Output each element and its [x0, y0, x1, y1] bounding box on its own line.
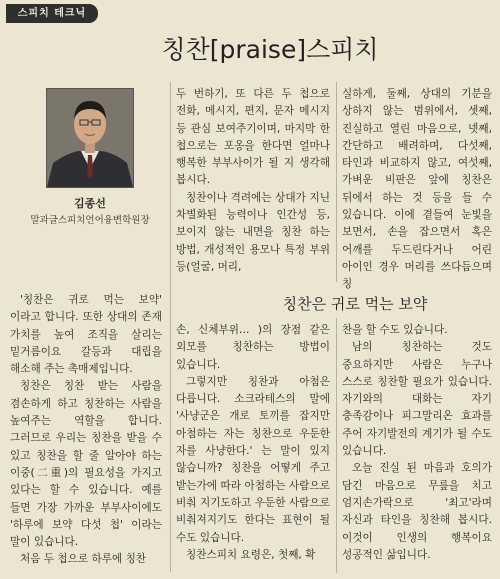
paragraph: 그렇지만 칭찬과 아첨은 다릅니다. 소크라테스의 말에 '사냥군은 개로 토끼를 잡지만 아첨하는 자는 칭찬으로 우둔한 자를 사냥한다.' 는 말이 있지 않습니까? 칭찬을 어떻게 주고 받는가에 따라 아첨하는 사람으로 비춰 지기도하고 우둔한 사람으로 비춰져지기도 한다는 표현이 될 수도 있습니다. — [176, 375, 330, 544]
column-divider-1 — [170, 82, 171, 572]
column-3-top — [342, 86, 492, 294]
paragraph: '칭찬은 귀로 먹는 보약' 이라고 합니다. 또한 상대의 존재 가치를 높여 조직을 살리는 밑거름이요 갈등과 대립을 해소해 주는 촉매제입니다. — [10, 294, 162, 376]
column-2-top — [176, 86, 330, 276]
section-tag: 스피치 테크닉 — [6, 4, 98, 23]
author-photo — [46, 88, 134, 188]
paragraph: 오늘 진실 된 마음과 호의가 담긴 마음으로 무릎을 치고 엄지손가락으로 '최고'라며 자신과 타인을 칭찬해 봅시다. 이것이 인생의 행복이요 성공적인 삶입니다. — [342, 462, 492, 561]
paragraph: 두 번하기, 또 다른 두 첩으로 전화, 메시지, 편지, 문자 메시지 등 관심 보여주기이며, 마지막 한 첩으로는 포옹을 한다면 얼마나 행복한 부부사이가 될 지 생각해 봅시다. — [176, 88, 330, 187]
column-2-bottom — [176, 322, 330, 564]
column-divider-2 — [336, 82, 337, 282]
author-role: 말과글스피치언어융변학원장 — [30, 215, 150, 226]
paragraph: 찬을 할 수도 있습니다. — [342, 324, 448, 336]
paragraph: 처음 두 첩으로 하루에 칭찬 — [20, 553, 147, 566]
paragraph: 실하게, 둘째, 상대의 기분을 상하지 않는 범위에서, 셋째, 진실하고 열린 마음으로, 넷째, 간단하고 배려하며, 다섯째, 타인과 비교하지 않고, 여섯째, 가벼운 비판은 앞에 칭찬은 뒤에서 하는 것 등을 들 수 있습니다. 이에 곁들여 눈빛을 보면서, 손을 잡으면서 혹은 어깨를 두드린다거나 어린 아이인 경우 머리를 쓰다듬으며 칭 — [342, 88, 492, 291]
paragraph: 남의 칭찬하는 것도 중요하지만 사람은 누구나 스스로 칭찬할 필요가 있습니다. 자기와의 대화는 자기 충족감이나 피그말리온 효과를 주어 자기발전의 계기가 될 수도 있습니다. — [342, 341, 492, 458]
column-divider-3 — [336, 318, 337, 573]
article-title: 칭찬[praise]스피치 — [161, 35, 379, 64]
paragraph: 칭찬스피치 요령은, 첫째, 확 — [186, 548, 316, 561]
paragraph: 손, 신체부위… )의 장점 같은 외모를 칭찬하는 방법이 있습니다. — [176, 324, 330, 371]
column-3-bottom — [342, 322, 492, 564]
subheading: 칭찬은 귀로 먹는 보약 — [282, 295, 428, 313]
author-name: 김종선 — [74, 197, 106, 210]
paragraph: 칭찬은 칭찬 받는 사람을 겸손하게 하고 칭찬하는 사람을 높여주는 역할을 합니다. 그러므로 우리는 칭찬을 받을 수 있고 칭찬을 할 줄 알아야 하는 이중(二重)의 필요성을 가지고 있다는 할 수 있습니다. 예를 들면 가장 가까운 부부사이에도 '하루에 보약 다섯 첩' 이라는 말이 있습니다. — [10, 380, 162, 549]
column-1-body — [10, 292, 162, 569]
paragraph: 칭찬이나 격려에는 상대가 지닌 차별화된 능력이나 인간성 등, 보이지 않는 내면을 칭찬 하는 방법, 개성적인 용모나 특정 부위 등(얼굴, 머리, — [176, 191, 330, 273]
